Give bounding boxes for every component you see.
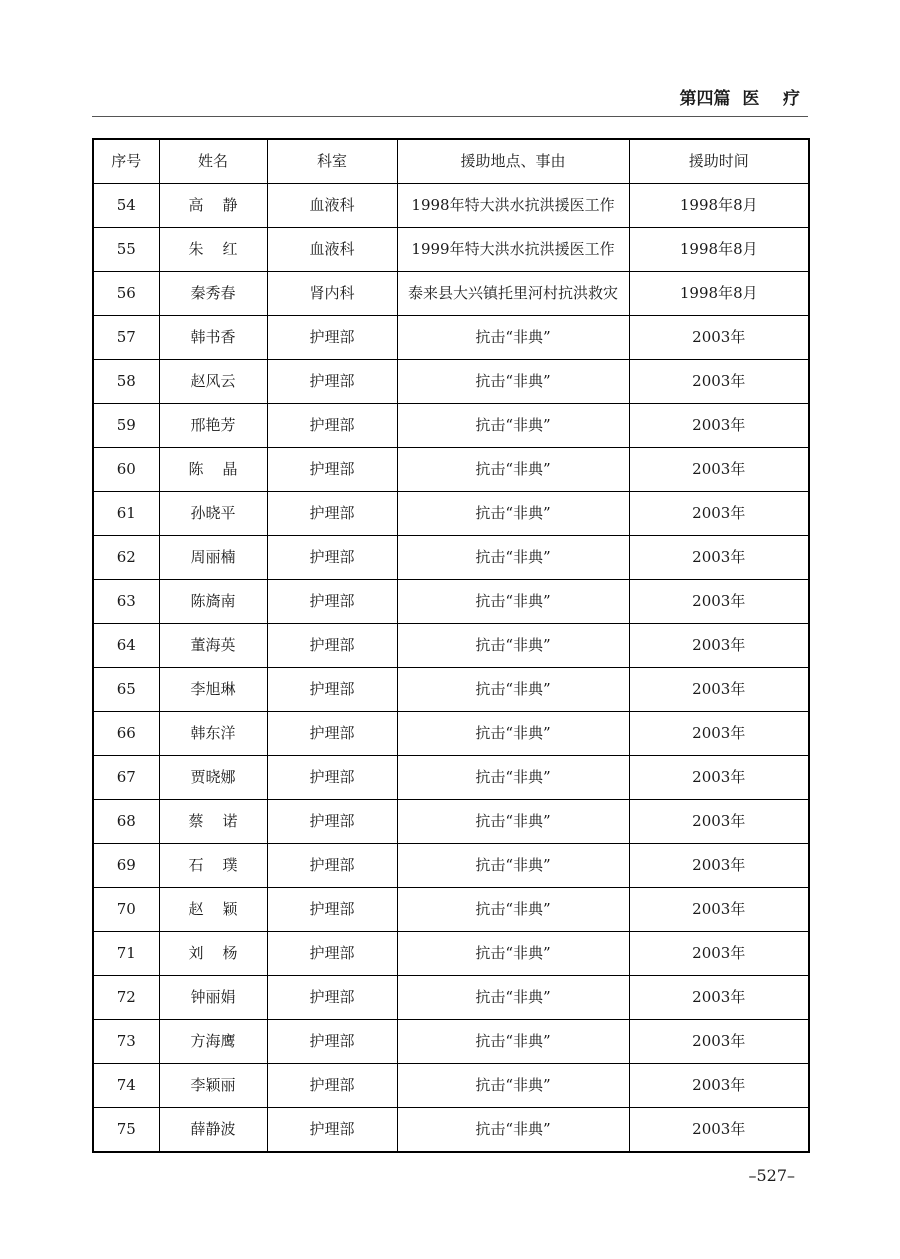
header-name: 姓名 <box>159 139 267 184</box>
aid-time-cell: 1998年8月 <box>629 228 809 272</box>
row-number-cell: 56 <box>93 272 159 316</box>
department-cell: 护理部 <box>267 844 397 888</box>
aid-event-cell: 抗击“非典” <box>397 1108 629 1153</box>
department-cell: 护理部 <box>267 756 397 800</box>
person-name-cell: 赵 颖 <box>159 888 267 932</box>
aid-time-cell: 2003年 <box>629 756 809 800</box>
table-row <box>93 712 809 756</box>
table-row <box>93 228 809 272</box>
department-cell: 护理部 <box>267 360 397 404</box>
table-row <box>93 888 809 932</box>
aid-event-cell: 抗击“非典” <box>397 492 629 536</box>
department-cell: 护理部 <box>267 668 397 712</box>
row-number-cell: 59 <box>93 404 159 448</box>
aid-event-cell: 抗击“非典” <box>397 1020 629 1064</box>
aid-personnel-table <box>92 138 810 1153</box>
aid-time-cell: 2003年 <box>629 712 809 756</box>
aid-time-cell: 2003年 <box>629 932 809 976</box>
table-row <box>93 184 809 228</box>
header-department: 科室 <box>267 139 397 184</box>
row-number-cell: 60 <box>93 448 159 492</box>
aid-time-cell: 2003年 <box>629 448 809 492</box>
row-number-cell: 72 <box>93 976 159 1020</box>
row-number-cell: 64 <box>93 624 159 668</box>
row-number-cell: 69 <box>93 844 159 888</box>
department-cell: 护理部 <box>267 492 397 536</box>
department-cell: 护理部 <box>267 448 397 492</box>
person-name-cell: 高 静 <box>159 184 267 228</box>
aid-time-cell: 2003年 <box>629 844 809 888</box>
aid-time-cell: 2003年 <box>629 580 809 624</box>
table-row <box>93 756 809 800</box>
row-number-cell: 54 <box>93 184 159 228</box>
person-name-cell: 董海英 <box>159 624 267 668</box>
aid-event-cell: 1999年特大洪水抗洪援医工作 <box>397 228 629 272</box>
row-number-cell: 66 <box>93 712 159 756</box>
department-cell: 护理部 <box>267 536 397 580</box>
aid-time-cell: 2003年 <box>629 976 809 1020</box>
person-name-cell: 秦秀春 <box>159 272 267 316</box>
table-row <box>93 448 809 492</box>
aid-time-cell: 2003年 <box>629 404 809 448</box>
row-number-cell: 57 <box>93 316 159 360</box>
aid-event-cell: 抗击“非典” <box>397 668 629 712</box>
aid-time-cell: 2003年 <box>629 316 809 360</box>
aid-event-cell: 抗击“非典” <box>397 404 629 448</box>
person-name-cell: 石 璞 <box>159 844 267 888</box>
table-row <box>93 580 809 624</box>
table-body <box>93 184 809 1153</box>
person-name-cell: 陈旖南 <box>159 580 267 624</box>
header-aid-time: 援助时间 <box>629 139 809 184</box>
department-cell: 护理部 <box>267 932 397 976</box>
department-cell: 护理部 <box>267 712 397 756</box>
aid-event-cell: 抗击“非典” <box>397 800 629 844</box>
person-name-cell: 刘 杨 <box>159 932 267 976</box>
department-cell: 血液科 <box>267 184 397 228</box>
row-number-cell: 65 <box>93 668 159 712</box>
department-cell: 护理部 <box>267 404 397 448</box>
table-row <box>93 800 809 844</box>
table-row <box>93 272 809 316</box>
aid-event-cell: 抗击“非典” <box>397 976 629 1020</box>
row-number-cell: 62 <box>93 536 159 580</box>
aid-event-cell: 抗击“非典” <box>397 448 629 492</box>
table-row <box>93 360 809 404</box>
person-name-cell: 方海鹰 <box>159 1020 267 1064</box>
aid-time-cell: 2003年 <box>629 800 809 844</box>
aid-time-cell: 2003年 <box>629 1064 809 1108</box>
person-name-cell: 陈 晶 <box>159 448 267 492</box>
aid-time-cell: 2003年 <box>629 668 809 712</box>
department-cell: 护理部 <box>267 1020 397 1064</box>
row-number-cell: 58 <box>93 360 159 404</box>
department-cell: 护理部 <box>267 800 397 844</box>
aid-time-cell: 1998年8月 <box>629 184 809 228</box>
table-row <box>93 404 809 448</box>
aid-event-cell: 抗击“非典” <box>397 712 629 756</box>
aid-event-cell: 抗击“非典” <box>397 580 629 624</box>
aid-time-cell: 2003年 <box>629 536 809 580</box>
department-cell: 护理部 <box>267 624 397 668</box>
aid-event-cell: 抗击“非典” <box>397 932 629 976</box>
aid-event-cell: 抗击“非典” <box>397 536 629 580</box>
row-number-cell: 71 <box>93 932 159 976</box>
person-name-cell: 韩书香 <box>159 316 267 360</box>
row-number-cell: 63 <box>93 580 159 624</box>
aid-event-cell: 抗击“非典” <box>397 844 629 888</box>
row-number-cell: 74 <box>93 1064 159 1108</box>
aid-event-cell: 泰来县大兴镇托里河村抗洪救灾 <box>397 272 629 316</box>
header-aid-location-reason: 援助地点、事由 <box>397 139 629 184</box>
person-name-cell: 邢艳芳 <box>159 404 267 448</box>
department-cell: 血液科 <box>267 228 397 272</box>
aid-event-cell: 抗击“非典” <box>397 1064 629 1108</box>
aid-time-cell: 2003年 <box>629 492 809 536</box>
department-cell: 护理部 <box>267 316 397 360</box>
header-no: 序号 <box>93 139 159 184</box>
person-name-cell: 赵风云 <box>159 360 267 404</box>
row-number-cell: 67 <box>93 756 159 800</box>
aid-time-cell: 2003年 <box>629 360 809 404</box>
table-row <box>93 536 809 580</box>
department-cell: 护理部 <box>267 888 397 932</box>
table-row <box>93 1064 809 1108</box>
table-header-row <box>93 139 809 184</box>
row-number-cell: 70 <box>93 888 159 932</box>
person-name-cell: 韩东洋 <box>159 712 267 756</box>
aid-event-cell: 抗击“非典” <box>397 360 629 404</box>
person-name-cell: 贾晓娜 <box>159 756 267 800</box>
table-row <box>93 1020 809 1064</box>
aid-time-cell: 2003年 <box>629 624 809 668</box>
row-number-cell: 61 <box>93 492 159 536</box>
table-row <box>93 624 809 668</box>
department-cell: 护理部 <box>267 976 397 1020</box>
table-row <box>93 668 809 712</box>
person-name-cell: 钟丽娟 <box>159 976 267 1020</box>
person-name-cell: 孙晓平 <box>159 492 267 536</box>
table-row <box>93 844 809 888</box>
aid-time-cell: 2003年 <box>629 888 809 932</box>
aid-event-cell: 抗击“非典” <box>397 316 629 360</box>
aid-time-cell: 2003年 <box>629 1020 809 1064</box>
aid-event-cell: 抗击“非典” <box>397 624 629 668</box>
aid-time-cell: 2003年 <box>629 1108 809 1153</box>
department-cell: 护理部 <box>267 580 397 624</box>
running-head <box>92 84 808 117</box>
aid-time-cell: 1998年8月 <box>629 272 809 316</box>
table-row <box>93 976 809 1020</box>
row-number-cell: 55 <box>93 228 159 272</box>
aid-event-cell: 抗击“非典” <box>397 756 629 800</box>
aid-event-cell: 抗击“非典” <box>397 888 629 932</box>
section-title: 第四篇 医 疗 <box>679 89 800 109</box>
row-number-cell: 68 <box>93 800 159 844</box>
aid-event-cell: 1998年特大洪水抗洪援医工作 <box>397 184 629 228</box>
department-cell: 护理部 <box>267 1064 397 1108</box>
table-row <box>93 492 809 536</box>
table-row <box>93 1108 809 1153</box>
person-name-cell: 薛静波 <box>159 1108 267 1153</box>
department-cell: 护理部 <box>267 1108 397 1153</box>
row-number-cell: 75 <box>93 1108 159 1153</box>
person-name-cell: 蔡 诺 <box>159 800 267 844</box>
department-cell: 肾内科 <box>267 272 397 316</box>
table-row <box>93 932 809 976</box>
person-name-cell: 李颖丽 <box>159 1064 267 1108</box>
page-number: –527– <box>748 1166 795 1185</box>
person-name-cell: 周丽楠 <box>159 536 267 580</box>
person-name-cell: 朱 红 <box>159 228 267 272</box>
person-name-cell: 李旭琳 <box>159 668 267 712</box>
row-number-cell: 73 <box>93 1020 159 1064</box>
table-row <box>93 316 809 360</box>
